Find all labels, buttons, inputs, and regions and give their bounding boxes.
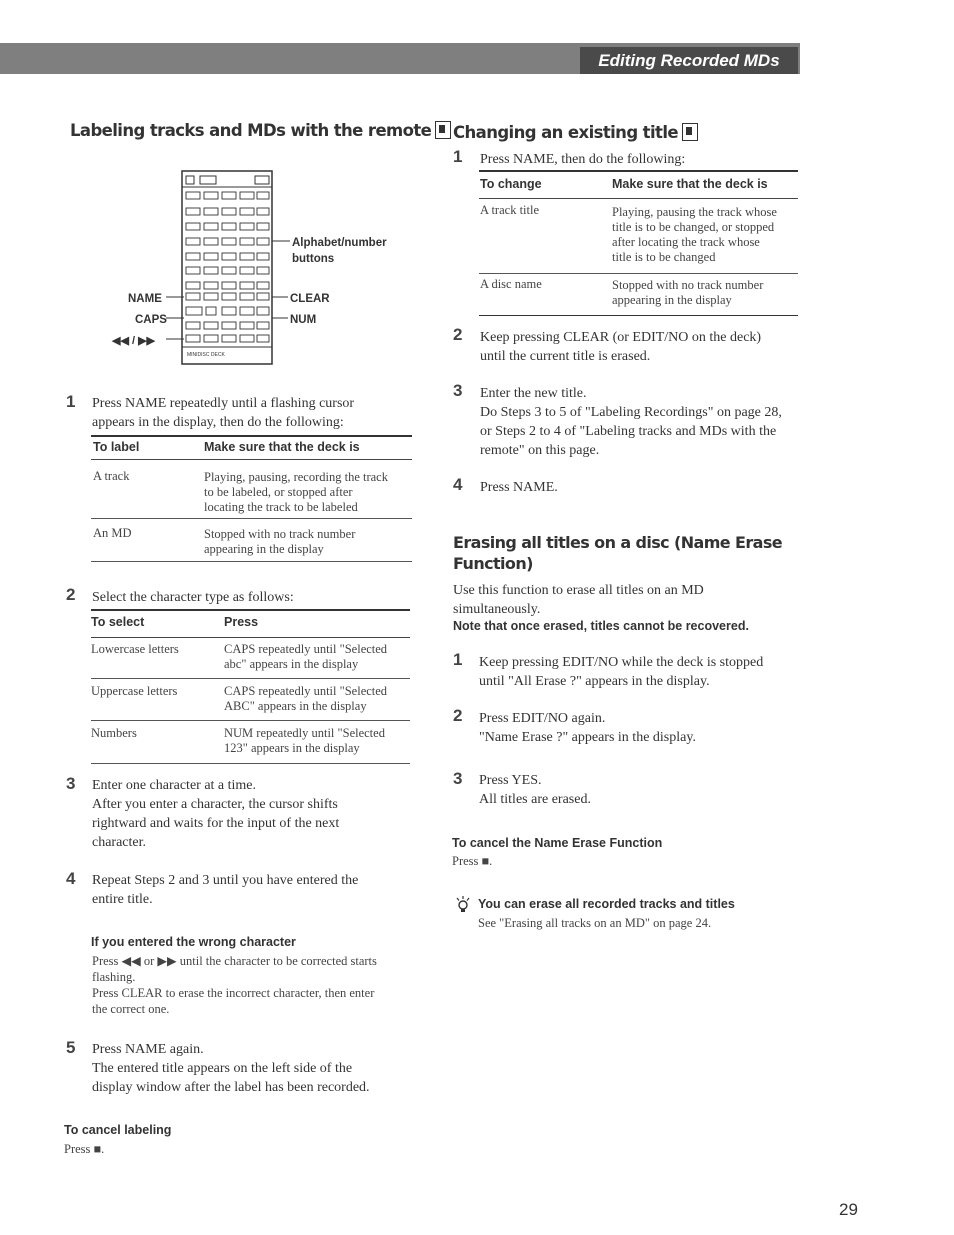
left-step2-number: 2 <box>66 585 76 604</box>
cell: title is to be changed, or stopped <box>612 220 775 234</box>
change-table-col1: To change <box>480 177 542 191</box>
select-table-header <box>91 609 410 638</box>
wrong-char-heading: If you entered the wrong character <box>91 935 296 949</box>
alpha-label-1: Alphabet/number <box>292 237 387 249</box>
select-table-col2: Press <box>224 615 259 629</box>
lightbulb-icon <box>455 896 471 914</box>
text-line: The entered title appears on the left side of the <box>92 1061 353 1076</box>
cell: to be labeled, or stopped after <box>204 485 353 499</box>
erase-step3-text <box>479 771 591 809</box>
text-line: or Steps 2 to 4 of "Labeling tracks and MDs with the <box>480 424 777 439</box>
cell: A track title <box>480 203 540 217</box>
remote-control-diagram <box>100 165 410 370</box>
text-line: until "All Erase ?" appears in the display. <box>479 674 710 689</box>
text-line: Do Steps 3 to 5 of "Labeling Recordings" on page 28, <box>480 405 782 420</box>
right-title-text: Changing an existing title <box>453 123 678 142</box>
num-label: NUM <box>290 314 317 326</box>
change-table-col2: Make sure that the deck is <box>612 177 768 191</box>
erase-title-line2: Function) <box>453 554 533 573</box>
cell: appearing in the display <box>612 293 732 307</box>
text-line: flashing. <box>92 970 136 984</box>
cell: Playing, pausing the track whose <box>612 205 777 219</box>
tip-text: See "Erasing all tracks on an MD" on page 24. <box>478 916 712 930</box>
table-row <box>91 460 412 519</box>
select-table <box>91 609 410 764</box>
cell: A disc name <box>480 277 542 291</box>
erase-step3-number: 3 <box>453 769 463 788</box>
table-row <box>91 638 410 679</box>
cell: Playing, pausing, recording the track <box>204 470 388 484</box>
text-line: remote" on this page. <box>480 443 600 458</box>
device-label: MINIDISC DECK <box>187 352 225 358</box>
right-step4-number: 4 <box>453 475 463 494</box>
erase-step2-text <box>479 709 696 747</box>
section-title: Editing Recorded MDs <box>580 47 798 74</box>
table-row <box>91 519 412 562</box>
erase-step2-number: 2 <box>453 706 463 725</box>
left-step1-line2: appears in the display, then do the following: <box>92 415 344 430</box>
text-line: simultaneously. <box>453 602 541 617</box>
erase-note: Note that once erased, titles cannot be recovered. <box>453 619 749 633</box>
label-table-col2: Make sure that the deck is <box>204 440 360 454</box>
table-row <box>91 721 410 764</box>
cell: A track <box>93 469 130 483</box>
text-line: All titles are erased. <box>479 792 591 807</box>
right-step4-line1: Press NAME. <box>480 480 558 495</box>
right-step1-line1: Press NAME, then do the following: <box>480 152 686 167</box>
label-table-col1: To label <box>93 440 140 454</box>
wrong-char-text <box>92 953 377 1017</box>
text-line: Press EDIT/NO again. <box>479 711 606 726</box>
text-line: character. <box>92 835 147 850</box>
cell: Numbers <box>91 726 137 740</box>
cell: title is to be changed <box>612 250 716 264</box>
left-step1-text <box>92 394 354 432</box>
cancel-labeling-text: Press ■. <box>64 1142 105 1156</box>
text-line: Press CLEAR to erase the incorrect character, then enter <box>92 986 375 1000</box>
cell: NUM repeatedly until "Selected <box>224 726 385 740</box>
clear-label: CLEAR <box>290 293 330 305</box>
label-table <box>91 435 412 562</box>
text-line: Use this function to erase all titles on an MD <box>453 583 704 598</box>
text-line: rightward and waits for the input of the next <box>92 816 340 831</box>
select-table-col1: To select <box>91 615 145 629</box>
right-step3-number: 3 <box>453 381 463 400</box>
cell: Lowercase letters <box>91 642 179 656</box>
erase-section-title <box>453 532 782 574</box>
text-line: the correct one. <box>92 1002 170 1016</box>
left-step1-number: 1 <box>66 392 76 411</box>
cell: Uppercase letters <box>91 684 178 698</box>
erase-title-line1: Erasing all titles on a disc (Name Erase <box>453 533 783 552</box>
erase-step1-text <box>479 653 763 691</box>
caps-label: CAPS <box>135 314 167 326</box>
right-step2-number: 2 <box>453 325 463 344</box>
text-line: Enter one character at a time. <box>92 778 257 793</box>
cell: appearing in the display <box>204 542 324 556</box>
left-title-text: Labeling tracks and MDs with the remote <box>70 121 432 140</box>
left-step2-line1: Select the character type as follows: <box>92 590 294 605</box>
change-table-header <box>479 170 798 199</box>
text-line: Press ◀◀ or ▶▶ until the character to be corrected starts <box>92 954 377 968</box>
text-line: Keep pressing CLEAR (or EDIT/NO on the deck) <box>480 330 762 345</box>
cell: CAPS repeatedly until "Selected <box>224 642 388 656</box>
cell: Stopped with no track number <box>204 527 356 541</box>
text-line: Keep pressing EDIT/NO while the deck is stopped <box>479 655 764 670</box>
remote-icon <box>682 123 698 141</box>
left-step5-number: 5 <box>66 1038 76 1057</box>
cell: An MD <box>93 526 132 540</box>
cell: 123" appears in the display <box>224 741 360 755</box>
name-label: NAME <box>128 293 162 305</box>
left-step5-text <box>92 1040 370 1097</box>
right-step1-number: 1 <box>453 147 463 166</box>
cell: Stopped with no track number <box>612 278 764 292</box>
cancel-labeling-heading: To cancel labeling <box>64 1123 172 1137</box>
page-number: 29 <box>839 1200 858 1219</box>
cancel-erase-text: Press ■. <box>452 854 493 868</box>
table-row <box>91 679 410 721</box>
change-table <box>479 170 798 316</box>
alpha-label-2: buttons <box>292 253 335 265</box>
left-step1-line1: Press NAME repeatedly until a flashing cursor <box>92 396 355 411</box>
remote-icon <box>435 121 451 139</box>
cell: locating the track to be labeled <box>204 500 358 514</box>
cell: abc" appears in the display <box>224 657 359 671</box>
cell: CAPS repeatedly until "Selected <box>224 684 388 698</box>
table-row <box>479 199 798 274</box>
label-table-header <box>91 435 412 460</box>
left-step3-text <box>92 776 339 852</box>
text-line: entire title. <box>92 892 153 907</box>
tip-heading: You can erase all recorded tracks and titles <box>478 897 735 911</box>
cancel-erase-heading: To cancel the Name Erase Function <box>452 836 663 850</box>
cell: after locating the track whose <box>612 235 760 249</box>
erase-step1-number: 1 <box>453 650 463 669</box>
text-line: "Name Erase ?" appears in the display. <box>479 730 696 745</box>
left-step3-number: 3 <box>66 774 76 793</box>
right-title <box>453 123 698 142</box>
skip-label: ◀◀ / ▶▶ <box>112 335 156 347</box>
left-step4-text <box>92 871 358 909</box>
text-line: Press NAME again. <box>92 1042 204 1057</box>
left-step4-number: 4 <box>66 869 76 888</box>
text-line: Press YES. <box>479 773 542 788</box>
text-line: until the current title is erased. <box>480 349 651 364</box>
text-line: Repeat Steps 2 and 3 until you have entered the <box>92 873 359 888</box>
table-row <box>479 274 798 316</box>
erase-intro <box>453 581 704 619</box>
text-line: display window after the label has been recorded. <box>92 1080 370 1095</box>
right-step2-text <box>480 328 761 366</box>
text-line: After you enter a character, the cursor shifts <box>92 797 338 812</box>
cell: ABC" appears in the display <box>224 699 367 713</box>
text-line: Enter the new title. <box>480 386 587 401</box>
right-step3-text <box>480 384 782 460</box>
left-title <box>70 121 451 140</box>
